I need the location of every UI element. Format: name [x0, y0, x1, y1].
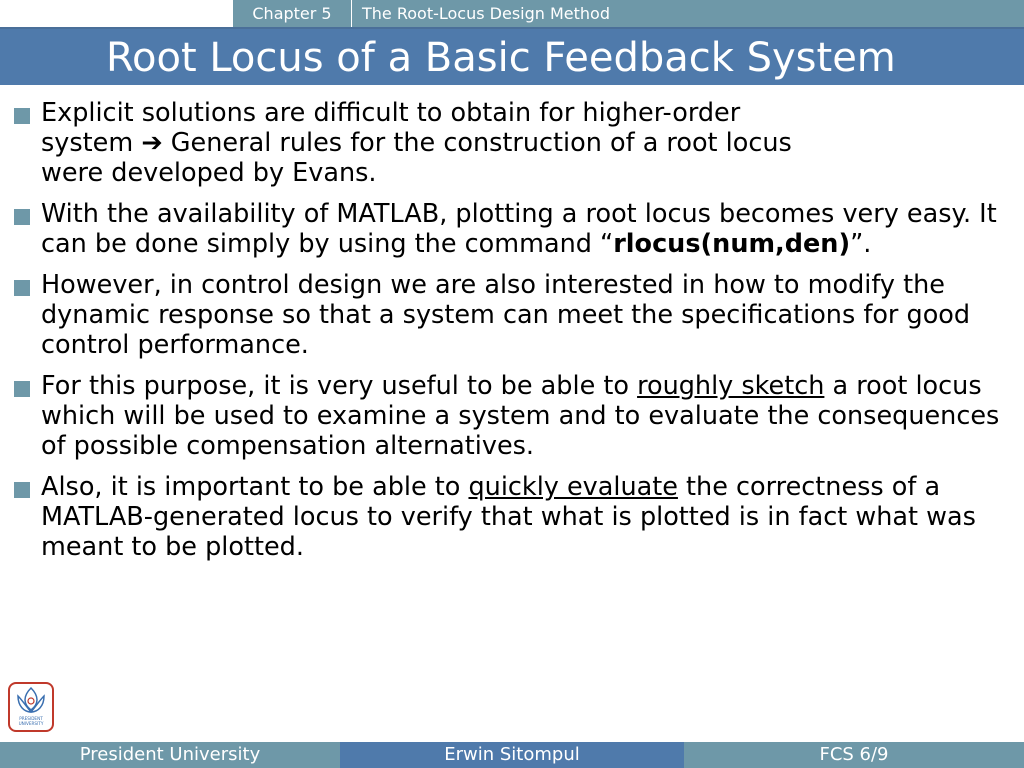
- bullet-text: However, in control design we are also interested in how to modify the dynamic response so that a system can meet the specifications for good control performance.: [41, 270, 971, 360]
- bullet-list: [14, 98, 1014, 573]
- slide-title: Root Locus of a Basic Feedback System: [106, 35, 896, 81]
- footer-page: FCS 6/9: [684, 742, 1024, 768]
- bullet-text: a root locus which will be used to examine a system and to evaluate the consequences of possible compensation alternatives.: [41, 371, 1000, 461]
- title-bar: [0, 29, 1024, 85]
- bullet-text: were developed by Evans.: [41, 158, 377, 188]
- footer-institution: President University: [0, 742, 340, 768]
- svg-text:PRESIDENT: PRESIDENT: [19, 716, 43, 721]
- underlined-phrase: quickly evaluate: [468, 472, 678, 502]
- bullet-text: system: [41, 128, 134, 158]
- bullet-text: Also, it is important to be able to: [41, 472, 469, 502]
- bullet-text: General rules for the construction of a root locus: [162, 128, 792, 158]
- bullet-item: [14, 371, 1014, 461]
- bullet-item: [14, 270, 1014, 360]
- top-header-bar: [0, 0, 1024, 27]
- matlab-command: rlocus(num,den): [613, 229, 851, 259]
- footer-bar: [0, 742, 1024, 768]
- bullet-text: With the availability of MATLAB, plotting a root locus becomes very easy. It can be done simply by using the command “: [41, 199, 997, 259]
- topic-label: The Root-Locus Design Method: [352, 0, 1024, 27]
- university-logo-icon: [8, 682, 54, 732]
- bullet-square-icon: [14, 381, 30, 397]
- bullet-square-icon: [14, 108, 30, 124]
- bullet-square-icon: [14, 482, 30, 498]
- bullet-item: [14, 472, 1014, 562]
- right-arrow-icon: ➔: [141, 128, 163, 158]
- footer-author: Erwin Sitompul: [340, 742, 684, 768]
- underlined-phrase: roughly sketch: [637, 371, 825, 401]
- bullet-item: [14, 199, 1014, 259]
- svg-text:UNIVERSITY: UNIVERSITY: [18, 721, 44, 726]
- bullet-text: Explicit solutions are difficult to obtain for higher-order: [41, 98, 741, 128]
- bullet-item: [14, 98, 1014, 188]
- bullet-text: ”.: [850, 229, 872, 259]
- bullet-text: the correctness of a MATLAB-generated locus to verify that what is plotted is in fact what was meant to be plotted.: [41, 472, 976, 562]
- bullet-square-icon: [14, 209, 30, 225]
- chapter-label: Chapter 5: [233, 0, 351, 27]
- bullet-text: For this purpose, it is very useful to be able to: [41, 371, 638, 401]
- bullet-square-icon: [14, 280, 30, 296]
